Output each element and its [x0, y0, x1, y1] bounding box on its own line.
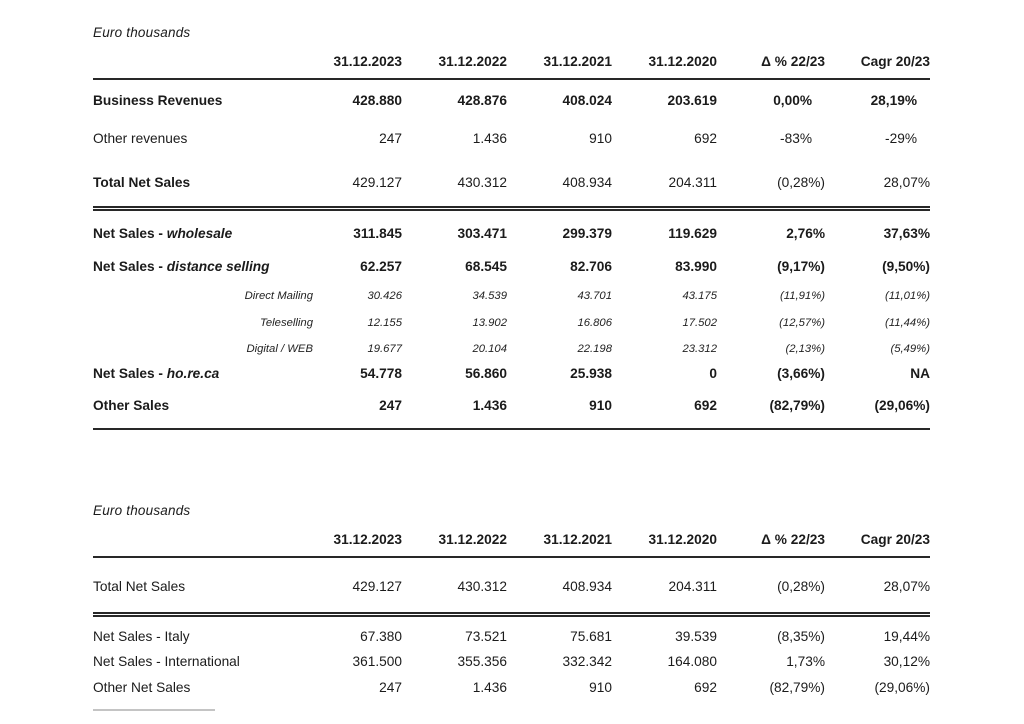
value-cell: 54.778 [360, 366, 402, 381]
value-cell: (9,50%) [882, 259, 930, 274]
value-cell: 20.104 [472, 343, 507, 355]
date-column-header: 31.12.2023 [315, 521, 402, 557]
table-row [93, 159, 930, 209]
value-cell: 910 [589, 131, 612, 146]
value-cell: 1,73% [786, 654, 825, 669]
value-cell: 2,76% [786, 226, 825, 241]
table-row [93, 557, 930, 615]
value-cell: (11,01%) [885, 290, 930, 302]
value-cell: 361.500 [352, 654, 402, 669]
table-row [93, 209, 930, 251]
value-cell: 28,07% [825, 159, 930, 209]
net-sales-geography-table [93, 521, 930, 702]
value-cell: 28,07% [825, 557, 930, 615]
value-cell: 75.681 [570, 629, 612, 644]
row-label-emphasis: distance selling [166, 259, 270, 274]
row-label [93, 336, 315, 361]
table-row [93, 250, 930, 283]
value-cell: 203.619 [667, 93, 717, 108]
value-cell: 204.311 [612, 159, 717, 209]
date-column-header: Δ % 22/23 [717, 521, 825, 557]
value-cell: (29,06%) [825, 388, 930, 429]
value-cell: 692 [694, 131, 717, 146]
row-label [93, 361, 315, 388]
value-cell: (3,66%) [777, 366, 825, 381]
value-cell: 428.876 [457, 93, 507, 108]
date-column-header: Cagr 20/23 [825, 521, 930, 557]
date-column-header: Cagr 20/23 [825, 43, 930, 79]
date-column-header: 31.12.2022 [402, 43, 507, 79]
value-cell: 299.379 [562, 226, 612, 241]
date-column-header: 31.12.2021 [507, 521, 612, 557]
label-column-header [93, 43, 315, 79]
value-cell: (12,57%) [779, 317, 825, 329]
row-label-text: Net Sales - Italy [93, 629, 190, 644]
table-row [93, 649, 930, 674]
row-label-emphasis: ho.re.ca [166, 366, 220, 381]
value-cell: 19.677 [367, 343, 402, 355]
row-label [93, 615, 315, 650]
value-cell: 408.934 [507, 557, 612, 615]
value-cell: 430.312 [402, 557, 507, 615]
value-cell: 34.539 [472, 290, 507, 302]
value-cell: (11,91%) [780, 290, 825, 302]
row-label-text: Direct Mailing [244, 290, 313, 302]
row-label-text: Net Sales - [93, 366, 167, 381]
partial-bottom-rule [93, 709, 215, 711]
value-cell: 17.502 [682, 317, 717, 329]
row-label [93, 557, 315, 615]
row-label [93, 309, 315, 336]
value-cell: 13.902 [472, 317, 507, 329]
row-label-text: Other Sales [93, 398, 170, 413]
header-row [93, 521, 930, 557]
value-cell: (0,28%) [717, 159, 825, 209]
value-cell: 19,44% [883, 629, 930, 644]
value-cell: 692 [612, 388, 717, 429]
value-cell: 0 [709, 366, 717, 381]
value-cell: -83% [780, 131, 812, 146]
value-cell: 62.257 [360, 259, 402, 274]
value-cell: 119.629 [668, 226, 717, 241]
value-cell: 43.175 [682, 290, 717, 302]
value-cell: 56.860 [465, 366, 507, 381]
value-cell: 429.127 [315, 557, 402, 615]
row-label-text: Net Sales - [93, 226, 167, 241]
row-label-text: Digital / WEB [246, 343, 313, 355]
value-cell: 303.471 [457, 226, 507, 241]
row-label-text: Net Sales - International [93, 654, 240, 669]
value-cell: 43.701 [577, 290, 612, 302]
date-column-header: 31.12.2020 [612, 521, 717, 557]
value-cell: 30,12% [883, 654, 930, 669]
row-label [93, 674, 315, 702]
value-cell: (82,79%) [769, 680, 825, 695]
value-cell: 73.521 [465, 629, 507, 644]
value-cell: 204.311 [612, 557, 717, 615]
value-cell: NA [910, 366, 930, 381]
value-cell: 428.880 [352, 93, 402, 108]
value-cell: 311.845 [353, 226, 402, 241]
value-cell: 1.436 [472, 680, 507, 695]
value-cell: 23.312 [682, 343, 717, 355]
value-cell: 67.380 [360, 629, 402, 644]
value-cell: (5,49%) [890, 343, 930, 355]
table-row [93, 361, 930, 388]
value-cell: (0,28%) [717, 557, 825, 615]
value-cell: 164.080 [667, 654, 717, 669]
value-cell: (29,06%) [874, 680, 930, 695]
value-cell: 82.706 [570, 259, 612, 274]
value-cell: 408.024 [562, 93, 612, 108]
row-label-emphasis: wholesale [166, 226, 233, 241]
row-label-text: Other revenues [93, 131, 188, 146]
value-cell: 83.990 [675, 259, 717, 274]
row-label-text: Teleselling [260, 317, 313, 329]
row-label-text: Business Revenues [93, 93, 223, 108]
value-cell: (82,79%) [717, 388, 825, 429]
row-label [93, 79, 315, 120]
row-label [93, 388, 315, 429]
date-column-header: Δ % 22/23 [717, 43, 825, 79]
value-cell: 1.436 [402, 388, 507, 429]
label-column-header [93, 521, 315, 557]
value-cell: 430.312 [402, 159, 507, 209]
table-row [93, 79, 930, 120]
value-cell: 68.545 [465, 259, 507, 274]
value-cell: 332.342 [562, 654, 612, 669]
table-row [93, 615, 930, 650]
euro-thousands-caption: Euro thousands [93, 25, 191, 40]
value-cell: 30.426 [367, 290, 402, 302]
header-row [93, 43, 930, 79]
value-cell: 910 [507, 388, 612, 429]
date-column-header: 31.12.2023 [315, 43, 402, 79]
revenues-breakdown-table [93, 43, 930, 430]
value-cell: 16.806 [577, 317, 612, 329]
value-cell: (8,35%) [777, 629, 825, 644]
date-column-header: 31.12.2021 [507, 43, 612, 79]
row-label-text: Total Net Sales [93, 579, 186, 594]
row-label [93, 283, 315, 309]
value-cell: (2,13%) [785, 343, 825, 355]
value-cell: (9,17%) [777, 259, 825, 274]
table-row [93, 283, 930, 309]
value-cell: 247 [315, 388, 402, 429]
value-cell: 37,63% [883, 226, 930, 241]
value-cell: 910 [589, 680, 612, 695]
value-cell: 692 [694, 680, 717, 695]
value-cell: 1.436 [472, 131, 507, 146]
value-cell: 429.127 [315, 159, 402, 209]
row-label-text: Other Net Sales [93, 680, 191, 695]
value-cell: -29% [885, 131, 917, 146]
row-label [93, 209, 315, 251]
table-row [93, 388, 930, 429]
value-cell: 247 [379, 131, 402, 146]
table-row [93, 309, 930, 336]
row-label-text: Total Net Sales [93, 175, 191, 190]
value-cell: 408.934 [507, 159, 612, 209]
row-label-text: Net Sales - [93, 259, 167, 274]
row-label [93, 649, 315, 674]
value-cell: 22.198 [577, 343, 612, 355]
row-label [93, 250, 315, 283]
value-cell: 39.539 [675, 629, 717, 644]
euro-thousands-caption: Euro thousands [93, 503, 191, 518]
table-row [93, 674, 930, 702]
value-cell: 12.155 [367, 317, 402, 329]
value-cell: 355.356 [457, 654, 507, 669]
value-cell: 0,00% [773, 93, 812, 108]
date-column-header: 31.12.2022 [402, 521, 507, 557]
row-label [93, 159, 315, 209]
date-column-header: 31.12.2020 [612, 43, 717, 79]
table-row [93, 120, 930, 159]
value-cell: 28,19% [870, 93, 917, 108]
value-cell: (11,44%) [885, 317, 930, 329]
row-label [93, 120, 315, 159]
table-row [93, 336, 930, 361]
value-cell: 247 [379, 680, 402, 695]
value-cell: 25.938 [570, 366, 612, 381]
